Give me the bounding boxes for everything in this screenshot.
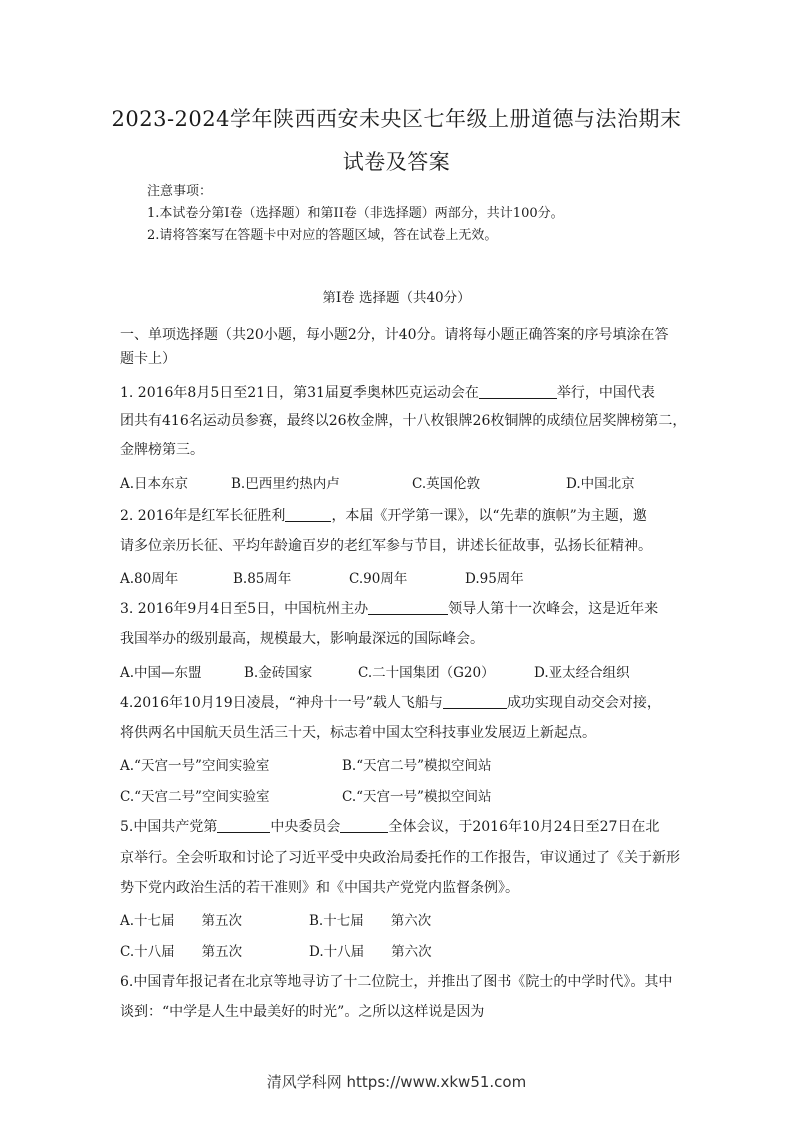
question-text: 全体会议，于2016年10月24日至27日在北 <box>388 819 660 835</box>
question-text: 5.中国共产党第 <box>120 819 218 835</box>
notes-block <box>147 181 564 247</box>
question-6-line: 谈到：“中学是人生中最美好的时光”。之所以这样说是因为 <box>120 1004 485 1020</box>
option-c: C.二十国集团（G20） <box>358 665 495 681</box>
option-a: A.十七届 第五次 <box>120 913 243 929</box>
answer-blank <box>217 818 270 833</box>
question-text: 3. 2016年9月4日至5日，中国杭州主办 <box>120 601 369 617</box>
option-c: C.十八届 第五次 <box>120 944 243 960</box>
option-b: B.“天宫二号”模拟空间站 <box>342 758 492 774</box>
option-a: A.中国—东盟 <box>120 665 202 681</box>
exam-title-line1: 2023-2024学年陕西西安未央区七年级上册道德与法治期末 <box>111 107 682 131</box>
option-b: B.85周年 <box>233 571 292 587</box>
option-a: A.80周年 <box>120 571 179 587</box>
question-text: 成功实现自动交会对接， <box>506 695 661 711</box>
answer-blank <box>443 694 507 709</box>
answer-blank <box>340 818 388 833</box>
answer-blank <box>285 507 331 522</box>
option-d: D.亚太经合组织 <box>534 665 630 681</box>
notes-head: 注意事项： <box>147 184 213 199</box>
answer-blank <box>479 384 557 399</box>
option-d: D.十八届 第六次 <box>309 944 432 960</box>
option-c2: C.“天宫一号”模拟空间站 <box>342 789 492 805</box>
question-5-line <box>120 816 680 836</box>
option-d: D.中国北京 <box>566 476 635 492</box>
question-text: 领导人第十一次峰会，这是近年来 <box>448 601 659 617</box>
instructions-line: 一、单项选择题（共20小题，每小题2分，计40分。请将每小题正确答案的序号填涂在答 <box>120 327 669 343</box>
question-text: 2. 2016年是红军长征胜利 <box>120 508 286 524</box>
option-a: A.日本东京 <box>120 476 189 492</box>
notes-item: 2.请将答案写在答题卡中对应的答题区域，答在试卷上无效。 <box>147 228 498 243</box>
option-a: A.“天宫一号”空间实验室 <box>120 758 270 774</box>
question-text: ，本届《开学第一课》，以“先辈的旗帜”为主题，邀 <box>331 508 647 524</box>
footer-watermark: 清风学科网 https://www.xkw51.com <box>266 1073 527 1091</box>
question-text: 举行，中国代表 <box>556 385 655 401</box>
exam-title-line2: 试卷及答案 <box>342 150 451 174</box>
question-1-line <box>120 382 680 402</box>
option-b: B.金砖国家 <box>244 665 313 681</box>
option-d: D.95周年 <box>465 571 524 587</box>
question-1-line: 金牌榜第三。 <box>120 442 204 458</box>
option-b: B.巴西里约热内卢 <box>231 476 340 492</box>
option-c: C.“天宫二号”空间实验室 <box>120 789 270 805</box>
question-3-line <box>120 598 680 618</box>
question-2-line <box>120 505 680 525</box>
question-1-line: 团共有416名运动员参赛，最终以26枚金牌，十八枚银牌26枚铜牌的成绩位居奖牌榜第二， <box>120 413 687 429</box>
option-c: C.英国伦敦 <box>412 476 481 492</box>
question-text: 1. 2016年8月5日至21日，第31届夏季奥林匹克运动会在 <box>120 385 479 401</box>
question-text: 中央委员会 <box>270 819 341 835</box>
option-c: C.90周年 <box>349 571 408 587</box>
option-b: B.十七届 第六次 <box>309 913 432 929</box>
answer-blank <box>368 600 448 615</box>
question-5-line: 势下党内政治生活的若干准则》和《中国共产党党内监督条例》。 <box>120 880 519 896</box>
section-title: 第Ⅰ卷 选择题（共40分） <box>322 290 471 306</box>
question-5-line: 京举行。全会听取和讨论了习近平受中央政治局委托作的工作报告，审议通过了《关于新形 <box>120 850 680 866</box>
question-text: 4.2016年10月19日凌晨，“神舟十一号”载人飞船与 <box>120 695 443 711</box>
question-6-line: 6.中国青年报记者在北京等地寻访了十二位院士，并推出了图书《院士的中学时代》。其中 <box>120 974 673 990</box>
question-4-line: 将供两名中国航天员生活三十天，标志着中国太空科技事业发展迈上新起点。 <box>120 725 596 741</box>
question-3-line: 我国举办的级别最高，规模最大，影响最深远的国际峰会。 <box>120 631 484 647</box>
instructions-line: 题卡上） <box>120 351 176 367</box>
question-4-line <box>120 692 680 712</box>
notes-item: 1.本试卷分第I卷（选择题）和第II卷（非选择题）两部分，共计100分。 <box>147 206 564 221</box>
question-2-line: 请多位亲历长征、平均年龄逾百岁的老红军参与节目，讲述长征故事，弘扬长征精神。 <box>120 538 652 554</box>
